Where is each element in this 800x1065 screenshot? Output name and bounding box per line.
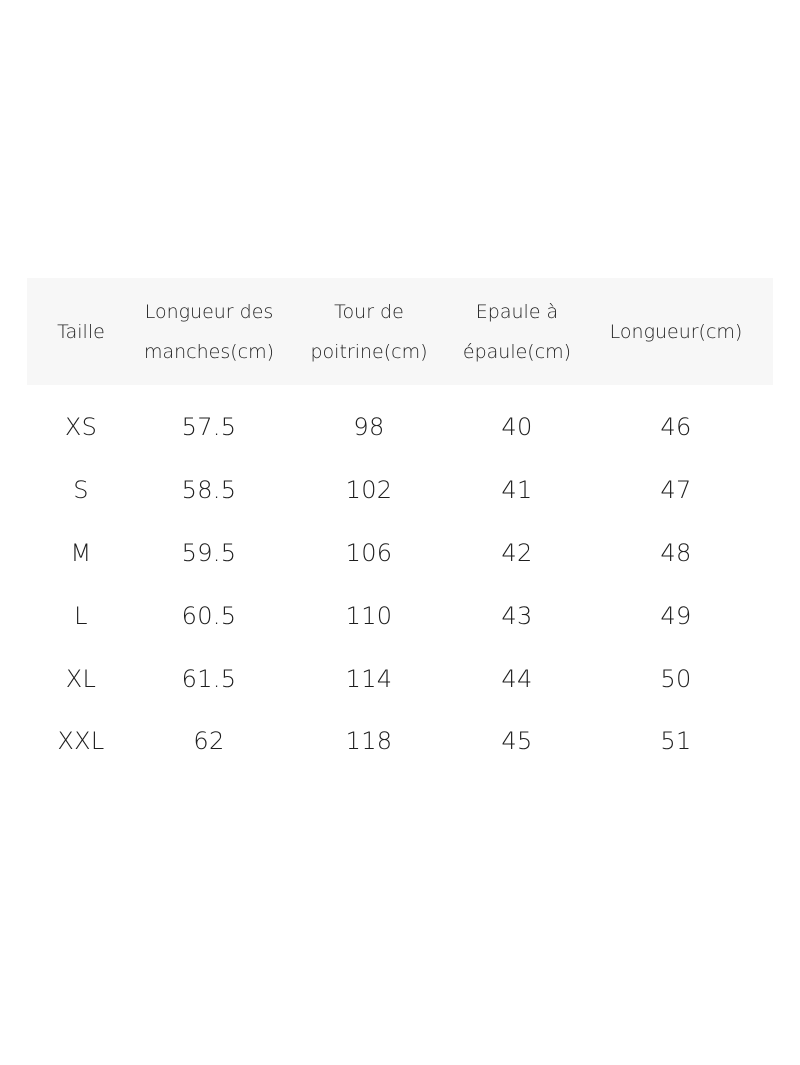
cell-chest: 102	[345, 476, 393, 505]
table-row	[27, 584, 773, 647]
table-body	[27, 396, 773, 773]
cell-length: 49	[660, 601, 692, 630]
header-sleeve-length: Longueur des manches(cm)	[143, 300, 275, 363]
cell-size: S	[73, 476, 89, 505]
cell-shoulder: 44	[501, 664, 533, 693]
header-chest: Tour de poitrine(cm)	[310, 300, 428, 363]
cell-sleeve-length: 58.5	[181, 476, 237, 505]
cell-shoulder: 40	[501, 413, 533, 442]
table-row	[27, 522, 773, 585]
cell-size: XL	[65, 664, 97, 693]
cell-sleeve-length: 60.5	[181, 601, 237, 630]
cell-sleeve-length: 59.5	[181, 538, 237, 567]
cell-shoulder: 43	[501, 601, 533, 630]
cell-chest: 114	[345, 664, 393, 693]
table-row	[27, 396, 773, 459]
cell-size: L	[74, 601, 88, 630]
table-row	[27, 647, 773, 710]
header-size: Taille	[57, 320, 105, 343]
cell-shoulder: 41	[501, 476, 533, 505]
cell-length: 50	[660, 664, 692, 693]
cell-chest: 118	[345, 727, 393, 756]
cell-sleeve-length: 62	[193, 727, 225, 756]
cell-length: 51	[660, 727, 692, 756]
cell-chest: 106	[345, 538, 393, 567]
cell-chest: 98	[353, 413, 385, 442]
cell-chest: 110	[345, 601, 393, 630]
table-header-row	[27, 278, 773, 385]
cell-shoulder: 42	[501, 538, 533, 567]
cell-size: XXL	[57, 727, 105, 756]
header-shoulder: Epaule à épaule(cm)	[462, 300, 572, 363]
cell-sleeve-length: 61.5	[181, 664, 237, 693]
cell-sleeve-length: 57.5	[181, 413, 237, 442]
cell-size: XS	[64, 413, 98, 442]
cell-length: 48	[660, 538, 692, 567]
table-row	[27, 459, 773, 522]
cell-length: 47	[660, 476, 692, 505]
cell-length: 46	[660, 413, 692, 442]
table-row	[27, 710, 773, 773]
header-length: Longueur(cm)	[609, 320, 743, 343]
size-chart-table	[27, 278, 773, 773]
cell-shoulder: 45	[501, 727, 533, 756]
cell-size: M	[70, 538, 92, 567]
